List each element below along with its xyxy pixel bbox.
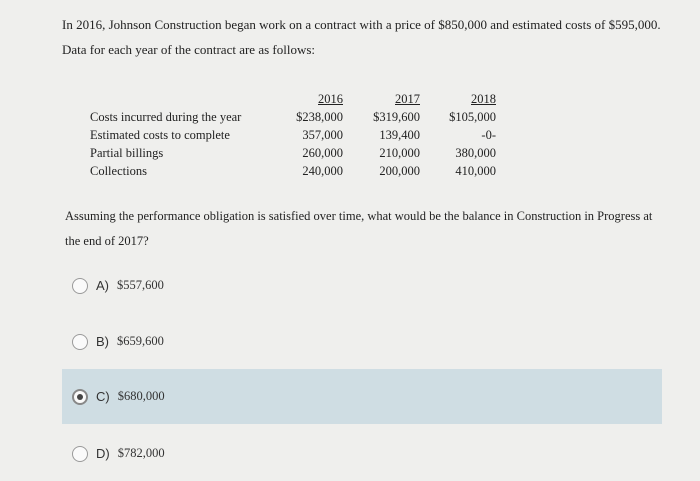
intro-line-1: In 2016, Johnson Construction began work on a contract with a price of $850,000 and estimated costs of $595,000. <box>62 17 661 32</box>
question-line-2: the end of 2017? <box>65 234 149 248</box>
table-cell: 139,400 <box>379 128 420 142</box>
option-b[interactable] <box>62 314 662 369</box>
option-d[interactable] <box>62 426 662 481</box>
table-column-2017 <box>368 90 420 180</box>
table-column-2018 <box>440 90 496 180</box>
row-label: Estimated costs to complete <box>90 128 230 142</box>
row-label: Costs incurred during the year <box>90 110 242 124</box>
table-column-2016 <box>290 90 343 180</box>
intro-line-2: Data for each year of the contract are as follows: <box>62 42 316 57</box>
table-cell: -0- <box>481 128 496 142</box>
table-row-labels <box>90 108 241 180</box>
option-letter: A) <box>96 278 109 293</box>
option-value: $782,000 <box>117 446 165 460</box>
row-label: Partial billings <box>90 146 164 160</box>
table-cell: 260,000 <box>302 146 343 160</box>
table-cell: 410,000 <box>455 164 496 178</box>
option-letter: C) <box>96 389 110 404</box>
radio-button-selected-icon[interactable] <box>72 389 88 405</box>
table-cell: 200,000 <box>379 164 420 178</box>
table-cell: 357,000 <box>302 128 343 142</box>
table-cell: $105,000 <box>449 110 496 124</box>
table-cell: 210,000 <box>379 146 420 160</box>
option-value: $680,000 <box>117 389 165 403</box>
option-value: $557,600 <box>117 278 164 292</box>
row-label: Collections <box>90 164 147 178</box>
question-text <box>65 204 665 254</box>
column-header: 2017 <box>395 92 420 106</box>
option-value: $659,600 <box>117 334 164 348</box>
radio-button-icon[interactable] <box>72 334 88 350</box>
radio-button-icon[interactable] <box>72 278 88 294</box>
option-letter: D) <box>96 446 110 461</box>
problem-intro <box>62 12 682 62</box>
column-header: 2016 <box>318 92 343 106</box>
option-c[interactable] <box>62 369 662 424</box>
table-cell: $238,000 <box>296 110 343 124</box>
table-cell: 240,000 <box>302 164 343 178</box>
table-cell: 380,000 <box>455 146 496 160</box>
option-letter: B) <box>96 334 109 349</box>
column-header: 2018 <box>471 92 496 106</box>
radio-button-icon[interactable] <box>72 446 88 462</box>
table-cell: $319,600 <box>373 110 420 124</box>
question-line-1: Assuming the performance obligation is satisfied over time, what would be the balance in Construction in Progress at <box>65 209 653 223</box>
option-a[interactable] <box>62 258 662 313</box>
